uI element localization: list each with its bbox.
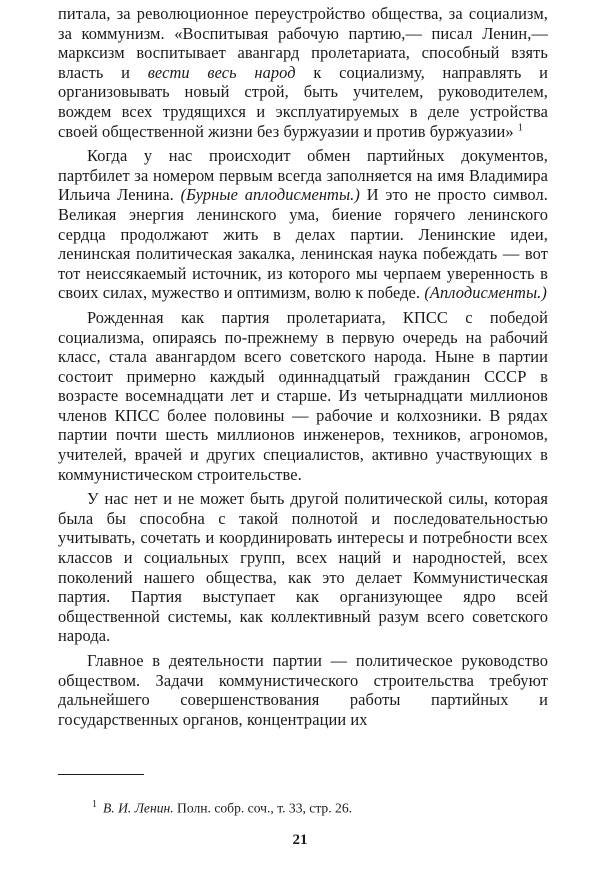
text-run: Рожденная как партия пролетариата, КПСС с победой социализма, опираясь по-прежнему в первую очередь на рабочий класс, стала авангардом всего советского народа. Ныне в партии состоит примерно каждый одиннадцатый гражданин СССР в возрасте восемнадцати лет и старше. Из четырнадцати миллионов членов КПСС более половины — рабочие и колхозники. В рядах партии почти шесть миллионов инженеров, техников, агрономов, учителей, врачей и других специалистов, активно участвующих в коммунистическом строительстве. [58, 307, 548, 484]
text-run: питала, за революционное переустройство общества, за социализм, за коммунизм. «Воспитывая рабочую партию,— писал Ленин,— марксизм воспитывает авангард пролетариата, способный взять власть и [58, 4, 548, 82]
text-run: И это не просто символ. Великая энергия ленинского ума, биение горячего ленинского сердца продолжают жить в делах партии. Ленинские идеи, ленинская политическая закалка, ленинская наука побеждать — вот тот неиссякаемый источник, из которого мы черпаем уверенность в своих силах, мужество и оптимизм, волю к победе. [58, 185, 548, 303]
page-number: 21 [292, 832, 308, 848]
text-run: Главное в деятельности партии — политическое руководство обществом. Задачи коммунистического строительства требуют дальнейшего совершенствования работы партийных и государственных органов, концентрации их [58, 651, 548, 729]
italic-text: вести весь народ [147, 62, 296, 82]
footnote-reference: 1 [517, 122, 524, 134]
footnote-author: В. И. Ленин. [103, 800, 174, 816]
paragraph-p1 [58, 4, 548, 141]
italic-text: (Аплодисменты.) [424, 283, 547, 303]
footnote [92, 797, 352, 817]
text-run: Когда у нас происходит обмен партийных документов, партбилет за номером первым всегда заполняется на имя Владимира Ильича Ленина. [58, 146, 548, 205]
paragraph-p4 [58, 489, 548, 646]
paragraph-p2 [58, 146, 548, 303]
footnote-marker: 1 [92, 799, 97, 810]
italic-text: (Бурные аплодисменты.) [180, 185, 360, 205]
footnote-divider [58, 774, 144, 775]
paragraph-p3 [58, 308, 548, 484]
main-text [58, 4, 548, 734]
text-run: У нас нет и не может быть другой политической силы, которая была бы способна с такой полнотой и последовательностью учитывать, сочетать и координировать интересы и потребности всех классов и социальных групп, всех наций и народностей, всех поколений нашего общества, как это делает Коммунистическая партия. Партия выступает как организующее ядро всей общественной системы, как коллективный разум всего советского народа. [58, 489, 548, 646]
text-run: к социализму, направлять и организовывать новый строй, быть учителем, руководителем, вождем всех трудящихся и эксплуатируемых в деле устройства своей общественной жизни без буржуазии и против буржуазии» [58, 62, 548, 141]
paragraph-p5 [58, 651, 548, 729]
footnote-source: Полн. собр. соч., т. 33, стр. 26. [177, 800, 353, 816]
